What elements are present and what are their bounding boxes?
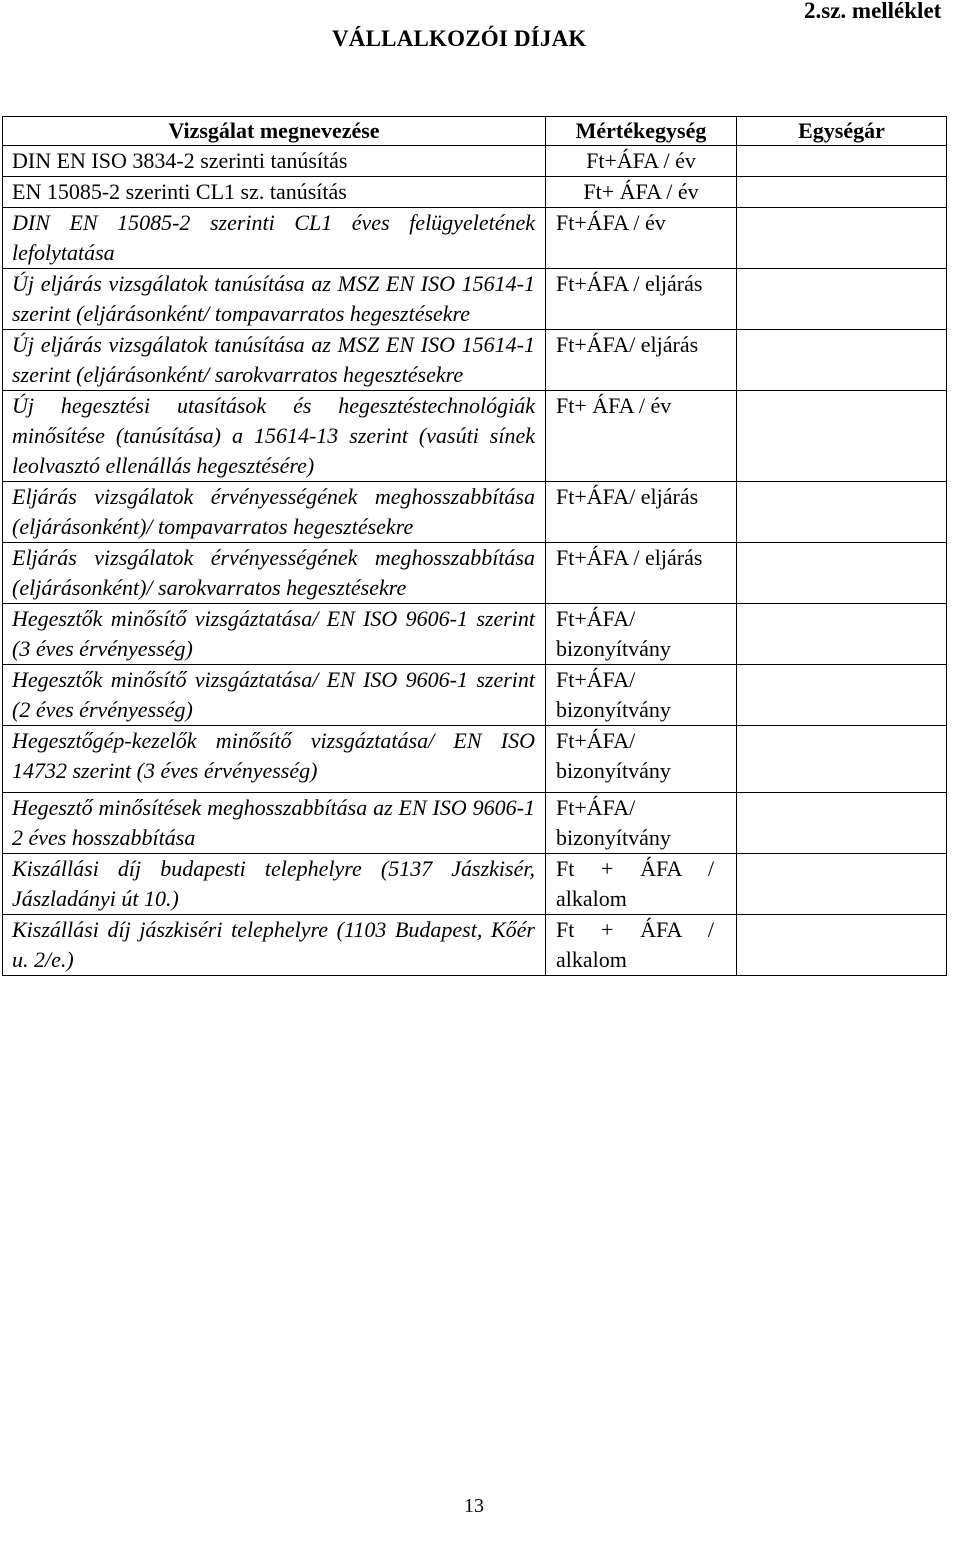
row-price xyxy=(737,391,947,482)
table-row xyxy=(3,269,947,330)
row-name: Hegesztőgép-kezelők minősítő vizsgáztatása/ EN ISO 14732 szerint (3 éves érvényesség) xyxy=(3,726,546,793)
annex-label: 2.sz. melléklet xyxy=(804,0,942,23)
row-unit xyxy=(546,915,737,976)
table-row xyxy=(3,915,947,976)
row-name: Hegesztők minősítő vizsgáztatása/ EN ISO 9606-1 szerint (2 éves érvényesség) xyxy=(3,665,546,726)
row-unit: Ft+ ÁFA / év xyxy=(546,391,737,482)
row-price xyxy=(737,330,947,391)
table-row xyxy=(3,391,947,482)
table-row xyxy=(3,482,947,543)
row-name: Eljárás vizsgálatok érvényességének meghosszabbítása (eljárásonként)/ sarokvarratos hegesztésekre xyxy=(3,543,546,604)
table-header-row xyxy=(3,117,947,146)
row-name: EN 15085-2 szerinti CL1 sz. tanúsítás xyxy=(3,177,546,208)
row-name: Új hegesztési utasítások és hegesztéstechnológiák minősítése (tanúsítása) a 15614-13 szerint (vasúti sínek leolvasztó ellenállás hegesztésére) xyxy=(3,391,546,482)
row-name: Új eljárás vizsgálatok tanúsítása az MSZ EN ISO 15614-1 szerint (eljárásonként/ sarokvarratos hegesztésekre xyxy=(3,330,546,391)
table-row xyxy=(3,726,947,793)
row-price xyxy=(737,269,947,330)
row-price xyxy=(737,208,947,269)
row-unit: Ft+ÁFA / eljárás xyxy=(546,543,737,604)
row-name: Hegesztő minősítések meghosszabbítása az EN ISO 9606-1 2 éves hosszabbítása xyxy=(3,793,546,854)
row-price xyxy=(737,146,947,177)
row-name: Eljárás vizsgálatok érvényességének meghosszabbítása (eljárásonként)/ tompavarratos hegesztésekre xyxy=(3,482,546,543)
row-price xyxy=(737,915,947,976)
row-unit: Ft+ÁFA/ bizonyítvány xyxy=(546,604,737,665)
row-unit: Ft+ÁFA/ eljárás xyxy=(546,482,737,543)
column-header-unit: Mértékegység xyxy=(546,117,737,146)
row-price xyxy=(737,177,947,208)
row-name: Kiszállási díj budapesti telephelyre (5137 Jászkisér, Jászladányi út 10.) xyxy=(3,854,546,915)
row-price xyxy=(737,482,947,543)
row-unit: Ft+ÁFA/ bizonyítvány xyxy=(546,665,737,726)
table-row xyxy=(3,208,947,269)
column-header-price: Egységár xyxy=(737,117,947,146)
row-unit: Ft+ÁFA/ bizonyítvány xyxy=(546,726,737,793)
row-unit: Ft+ÁFA / eljárás xyxy=(546,269,737,330)
table-row xyxy=(3,330,947,391)
row-unit-text: Ft + ÁFA / alkalom xyxy=(556,917,714,972)
row-name: Új eljárás vizsgálatok tanúsítása az MSZ EN ISO 15614-1 szerint (eljárásonként/ tompavarratos hegesztésekre xyxy=(3,269,546,330)
row-unit: Ft+ ÁFA / év xyxy=(546,177,737,208)
row-name: Kiszállási díj jászkiséri telephelyre (1103 Budapest, Kőér u. 2/e.) xyxy=(3,915,546,976)
table-row xyxy=(3,604,947,665)
row-price xyxy=(737,665,947,726)
table-row xyxy=(3,665,947,726)
row-unit: Ft+ÁFA / év xyxy=(546,146,737,177)
row-unit: Ft+ÁFA/ eljárás xyxy=(546,330,737,391)
fees-table xyxy=(2,116,947,976)
row-price xyxy=(737,793,947,854)
row-name: Hegesztők minősítő vizsgáztatása/ EN ISO 9606-1 szerint (3 éves érvényesség) xyxy=(3,604,546,665)
table-row xyxy=(3,854,947,915)
table-row xyxy=(3,543,947,604)
row-price xyxy=(737,854,947,915)
column-header-name: Vizsgálat megnevezése xyxy=(3,117,546,146)
row-unit: Ft+ÁFA/ bizonyítvány xyxy=(546,793,737,854)
row-unit: Ft+ÁFA / év xyxy=(546,208,737,269)
row-unit xyxy=(546,854,737,915)
page-number: 13 xyxy=(464,1495,484,1517)
row-name: DIN EN 15085-2 szerinti CL1 éves felügyeletének lefolytatása xyxy=(3,208,546,269)
table-row xyxy=(3,146,947,177)
row-price xyxy=(737,543,947,604)
row-unit-text: Ft + ÁFA / alkalom xyxy=(556,856,714,911)
table-row xyxy=(3,177,947,208)
row-name: DIN EN ISO 3834-2 szerinti tanúsítás xyxy=(3,146,546,177)
row-price xyxy=(737,726,947,793)
table-row xyxy=(3,793,947,854)
page-title: VÁLLALKOZÓI DÍJAK xyxy=(332,26,587,51)
row-price xyxy=(737,604,947,665)
